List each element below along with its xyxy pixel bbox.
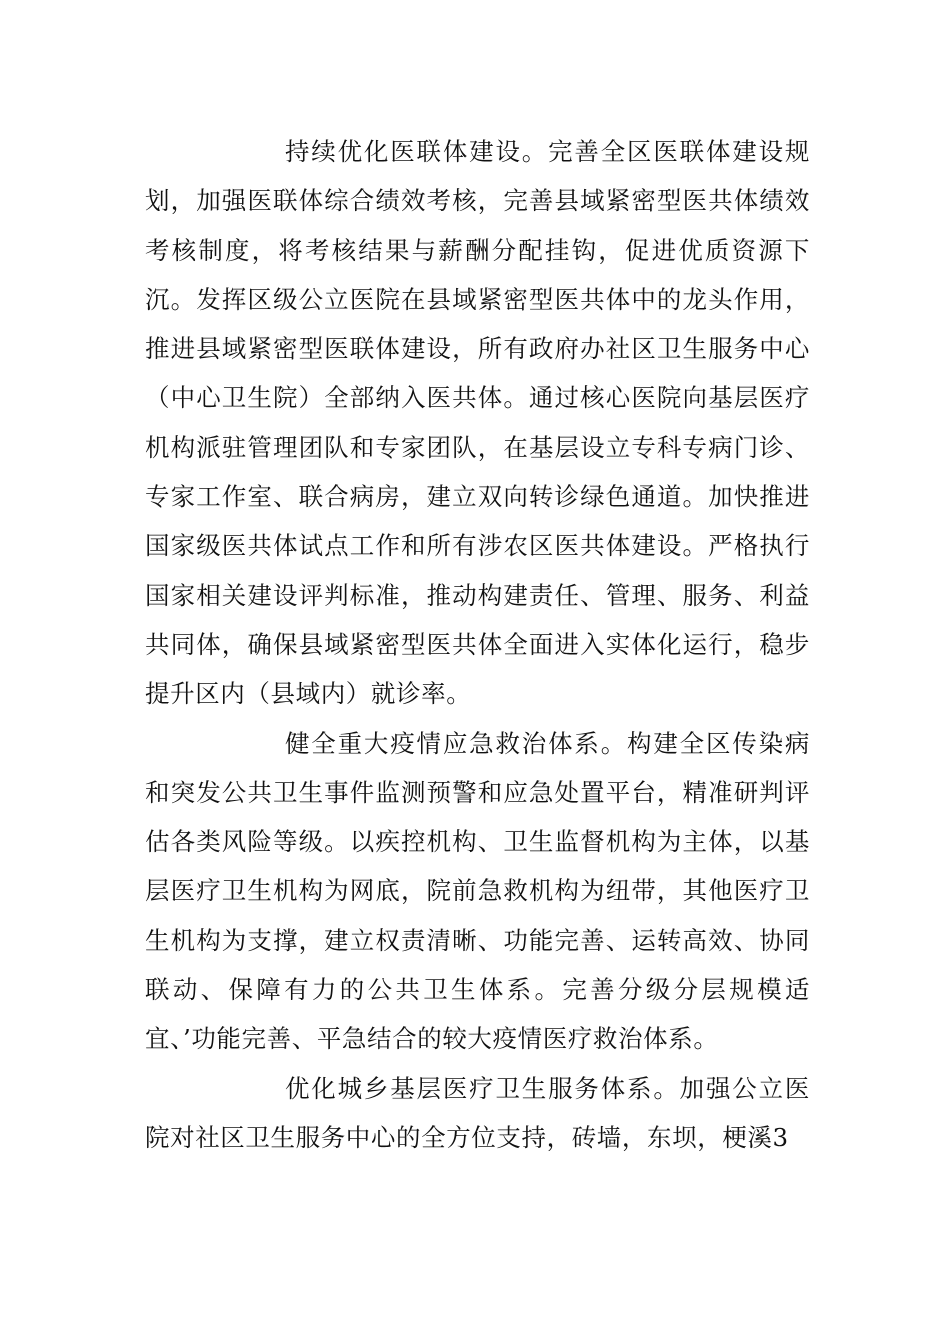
paragraph-grassroots-services: 优化城乡基层医疗卫生服务体系。加强公立医院对社区卫生服务中心的全方位支持，砖墙，东坝，梗溪3 — [145, 1073, 810, 1152]
paragraph-epidemic-response: 健全重大疫情应急救治体系。构建全区传染病和突发公共卫生事件监测预警和应急处置平台，精准研判评估各类风险等级。以疾控机构、卫生监督机构为主体，以基层医疗卫生机构为网底，院前急救机构为纽带，其他医疗卫生机构为支撑，建立权责清晰、功能完善、运转高效、协同联动、保障有力的公共卫生体系。完善分级分层规模适宜、’功能完善、平急结合的较大疫情医疗救治体系。 — [145, 728, 810, 1054]
document-body — [145, 127, 810, 1162]
paragraph-medical-alliance: 持续优化医联体建设。完善全区医联体建设规划，加强医联体综合绩效考核，完善县域紧密型医共体绩效考核制度，将考核结果与薪酬分配挂钩，促进优质资源下沉。发挥区级公立医院在县域紧密型医共体中的龙头作用，推进县域紧密型医联体建设，所有政府办社区卫生服务中心（中心卫生院）全部纳入医共体。通过核心医院向基层医疗机构派驻管理团队和专家团队，在基层设立专科专病门诊、专家工作室、联合病房，建立双向转诊绿色通道。加快推进国家级医共体试点工作和所有涉农区医共体建设。严格执行国家相关建设评判标准，推动构建责任、管理、服务、利益共同体，确保县域紧密型医共体全面进入实体化运行，稳步提升区内（县域内）就诊率。 — [145, 137, 810, 709]
